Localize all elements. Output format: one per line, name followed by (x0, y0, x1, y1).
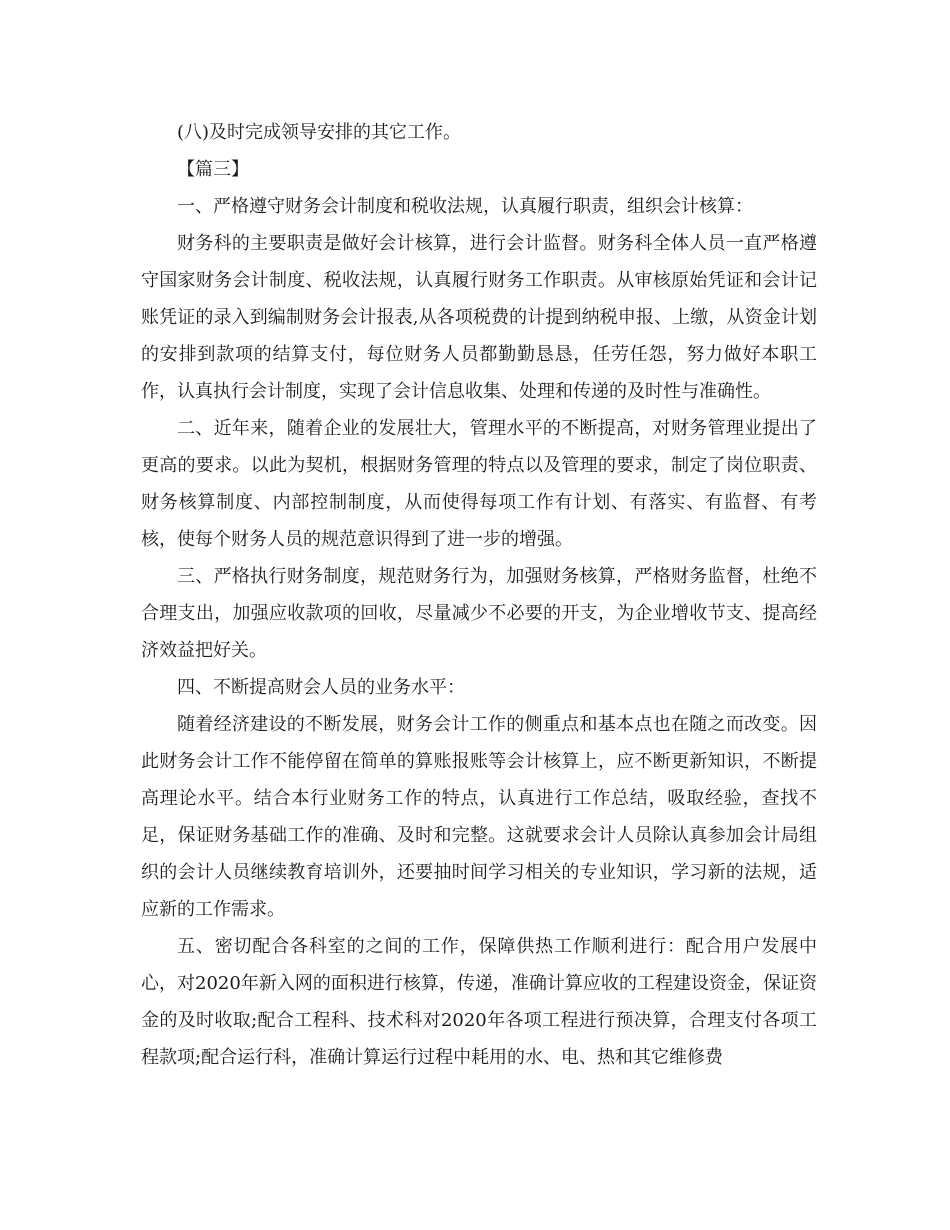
document-body (141, 114, 817, 1076)
paragraph-item-8: (八)及时完成领导安排的其它工作。 (177, 122, 462, 143)
paragraph-heading-2: 二、近年来，随着企业的发展壮大，管理水平的不断提高，对财务管理业提出了更高的要求。以此为契机，根据财务管理的特点以及管理的要求，制定了岗位职责、财务核算制度、内部控制制度，从而使得每项工作有计划、有落实、有监督、有考核，使每个财务人员的规范意识得到了进一步的增强。 (141, 418, 817, 550)
paragraph-heading-5: 五、密切配合各科室的之间的工作，保障供热工作顺利进行：配合用户发展中心，对2020年新入网的面积进行核算，传递，准确计算应收的工程建设资金，保证资金的及时收取;配合工程科、技术科对2020年各项工程进行预决算，合理支付各项工程款项;配合运行科，准确计算运行过程中耗用的水、电、热和其它维修费 (141, 936, 817, 1068)
section-heading-part-3: 【篇三】 (177, 159, 249, 180)
paragraph-body-4: 随着经济建设的不断发展，财务会计工作的侧重点和基本点也在随之而改变。因此财务会计工作不能停留在简单的算账报账等会计核算上，应不断更新知识，不断提高理论水平。结合本行业财务工作的特点，认真进行工作总结，吸取经验，查找不足，保证财务基础工作的准确、及时和完整。这就要求会计人员除认真参加会计局组织的会计人员继续教育培训外，还要抽时间学习相关的专业知识，学习新的法规，适应新的工作需求。 (141, 714, 817, 920)
paragraph-heading-4: 四、不断提高财会人员的业务水平： (177, 677, 465, 698)
paragraph-heading-1: 一、严格遵守财务会计制度和税收法规，认真履行职责，组织会计核算： (177, 196, 753, 217)
paragraph-heading-3: 三、严格执行财务制度，规范财务行为，加强财务核算，严格财务监督，杜绝不合理支出，加强应收款项的回收，尽量减少不必要的开支，为企业增收节支、提高经济效益把好关。 (141, 566, 817, 661)
paragraph-body-1: 财务科的主要职责是做好会计核算，进行会计监督。财务科全体人员一直严格遵守国家财务会计制度、税收法规，认真履行财务工作职责。从审核原始凭证和会计记账凭证的录入到编制财务会计报表,从各项税费的计提到纳税申报、上缴，从资金计划的安排到款项的结算支付，每位财务人员都勤勤恳恳，任劳任怨，努力做好本职工作，认真执行会计制度，实现了会计信息收集、处理和传递的及时性与准确性。 (141, 233, 817, 402)
